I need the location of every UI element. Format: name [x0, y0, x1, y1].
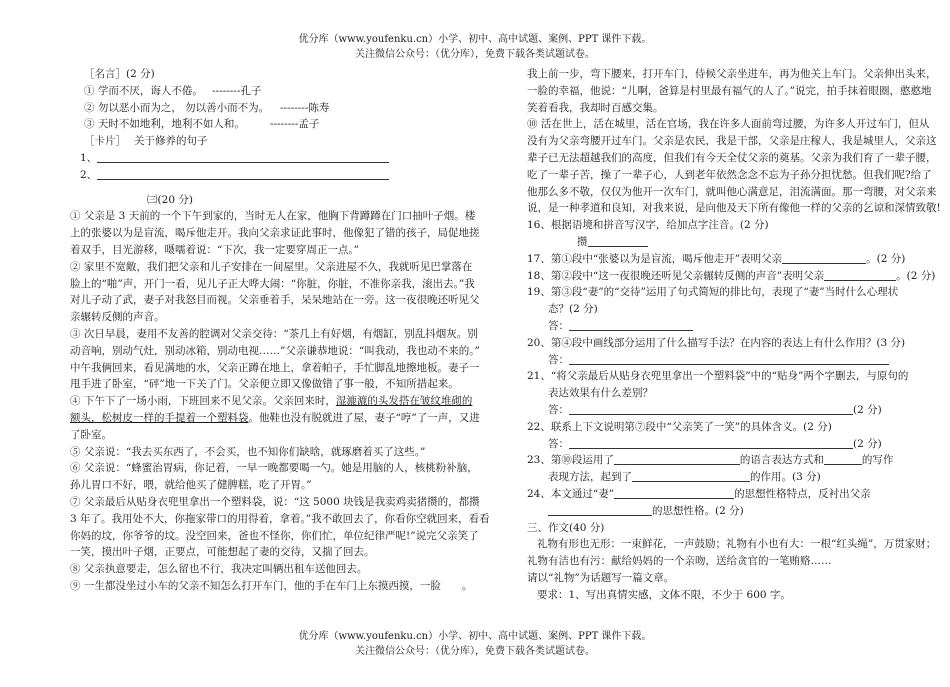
answer-label: 答： [548, 403, 569, 416]
right-column [527, 66, 941, 604]
passage-paragraph-10d: 吃了一辈子苦，操了一辈子心，人到老年依然念念不忘为子孙分担忧愁。但我们呢?给了 [527, 168, 932, 181]
page-header [0, 32, 950, 62]
answer-label: 答： [548, 437, 569, 450]
question-17-score: 。(2 分) [866, 252, 906, 265]
passage-paragraph-3a: ③ 次日早晨，妻用不友善的腔调对父亲交待：“茶几上有好烟，有烟缸，别乱抖烟灰。别 [70, 327, 478, 340]
underlined-description-2: 额头，松树皮一样的手提着一个塑料袋 [70, 411, 249, 424]
question-19-blank[interactable] [569, 318, 693, 331]
question-23-text-2: 的语言表达方式和 [739, 454, 824, 467]
question-23-text-5: 的作用。(3 分) [750, 471, 821, 484]
question-24-blank-2[interactable] [548, 503, 652, 516]
card-item-2-blank[interactable] [97, 167, 389, 180]
quote-2 [70, 100, 474, 117]
essay-prompt-2: 礼物有洁也有污：献给妈妈的一个亲吻，送给贪官的一笔贿赂…… [527, 555, 832, 568]
question-16-item [527, 234, 911, 251]
question-21-blank[interactable] [569, 402, 853, 415]
section-three-title: ㈢(20 分) [147, 193, 193, 206]
passage-paragraph-8: ⑧ 父亲执意要走，怎么留也不行，我决定叫辆出租车送他回去。 [70, 563, 368, 576]
underlined-description-1: 湿漉漉的头发搭在皱纹堆砌的 [335, 395, 473, 408]
passage-paragraph-1a: ① 父亲是 3 天前的一个下午到家的，当时无人在家，他胸下背蹲蹲在门口抽叶子烟。楼 [70, 210, 476, 223]
question-23b [527, 469, 911, 486]
footer-line-1: 优分库（www.youfenku.cn）小学、初中、高中试题、案例、PPT 课件下载。 [298, 631, 652, 642]
passage-paragraph-6b: 孙儿胃口不好，喂，就给他买了健脾糕，吃了开胃。” [70, 479, 312, 492]
question-18-text: 18、第②段中“这一夜很晚还听见父亲辗转反侧的声音”表明父亲 [527, 269, 825, 282]
question-16-char: 攒 [577, 235, 588, 248]
passage-paragraph-10a: ⑩ 活在世上，活在城里，活在官场，我在许多人面前弯过腰，为许多人开过车门，但从 [527, 118, 930, 131]
answer-label: 答： [548, 353, 569, 366]
quote-3 [70, 116, 474, 133]
question-24-text-1: 24、本文通过“妻” [527, 487, 615, 500]
passage-paragraph-7c: 你妈的坟，你爷爷的坟。没空回来，爸也不怪你，你们忙，单位纪律严呢!”说完父亲笑了 [70, 529, 479, 542]
quote-3-author: --------孟子 [270, 118, 320, 131]
answer-label: 答： [548, 319, 569, 332]
passage-paragraph-10c: 辈子已无法超越我们的高度，但我们有今天全仗父亲的奠基。父亲为我们育了一辈子腰， [527, 151, 937, 164]
passage-paragraph-2a: ② 家里不宽敞，我们把父亲和儿子安排在一间屋里。父亲进屋不久，我就听见巴掌落在 [70, 260, 473, 273]
passage-paragraph-1b: 上的张婆以为是盲流，喝斥他走开。我向父亲求证此事时，他像犯了错的孩子，局促地搓 [70, 227, 480, 240]
passage-paragraph-9 [70, 578, 474, 595]
passage-paragraph-7b: 3 年了。我用处不大，你拖家带口的用得着，拿着。”我不敢回去了，你看你空就回来，看看 [70, 512, 490, 525]
page-footer [0, 629, 950, 659]
question-20-blank[interactable] [569, 352, 889, 365]
question-16: 16、根据语境和拼音写汉字，给加点字注音。(2 分) [527, 219, 769, 232]
question-23-blank-3[interactable] [632, 469, 750, 482]
p4a-text: ④ 下午下了一场小雨，下班回来不见父亲。父亲回来时， [70, 395, 336, 408]
p4b-text: 。他鞋也没有脱就进了屋，妻子“哼”了一声，又进 [248, 411, 480, 424]
kapian-row [70, 133, 474, 150]
question-18-score: 。(2 分) [896, 269, 936, 282]
mingyan-title: ［名言］(2 分) [84, 68, 155, 80]
question-24-text-2: 的思想性格特点，反衬出父亲 [734, 487, 871, 500]
question-17-blank[interactable] [782, 251, 866, 264]
card-item-2-number: 2、 [80, 168, 98, 181]
passage-continued-3: 笑着看我，我却时百感交集。 [527, 101, 664, 114]
passage-paragraph-3d: 甩手进了卧室，“砰”地一下关了门。父亲便立即又像做错了事一般，不知所措起来。 [70, 378, 459, 391]
question-21-answer [527, 402, 911, 419]
essay-requirements: 要求：1、写出真情实感，文体不限，不少于 600 字。 [537, 588, 791, 601]
passage-paragraph-2c: 对儿子动了武，妻子对我怒目而视。父亲垂着手，呆呆地站在一旁。这一夜很晚还听见父 [70, 294, 480, 307]
essay-prompt-3: 请以“礼物”为话题写一篇文章。 [527, 571, 675, 584]
question-23-text-4: 表现方法，起到了 [548, 471, 632, 484]
passage-paragraph-4b [70, 410, 480, 427]
question-22-blank[interactable] [569, 436, 853, 449]
card-item-1-blank[interactable] [97, 150, 389, 163]
card-item-1-number: 1、 [80, 151, 98, 164]
passage-continued-1: 我上前一步，弯下腰来，打开车门，侍候父亲坐进车，再为他关上车门。父亲伸出头来， [527, 68, 937, 80]
question-23-blank-2[interactable] [824, 452, 862, 465]
passage-paragraph-10f: 说，是一种孝道和良知，对我来说，是向他及天下所有像他一样的父亲的乞谅和深情致敬! [527, 202, 941, 215]
question-23a [527, 452, 911, 469]
passage-paragraph-2b: 脸上的“啪”声，开门一看，见儿子正大哗大闹：“你脏，你脏，不准你亲我，滚出去。”我 [70, 277, 475, 290]
question-22-answer [527, 436, 911, 453]
quote-1 [70, 83, 474, 100]
passage-paragraph-3c: 中午我俩回来，看见满地的水，父亲正蹲在地上，拿着帕子，手忙脚乱地擦地板。妻子一 [70, 361, 480, 374]
passage-paragraph-1c: 着双手，目光游移，嗫嚅着说：“下次，我一定要穿周正一点。” [70, 243, 359, 256]
header-line-1: 优分库（www.youfenku.cn）小学、初中、高中试题、案例、PPT 课件下载。 [298, 34, 652, 45]
question-19-answer [527, 318, 911, 335]
p9-ending: 一脸 。 [419, 579, 473, 592]
passage-paragraph-5: ⑤ 父亲说：“我去买东西了，不会买，也不知你们缺啥，就琢磨着买了这些。” [70, 445, 426, 458]
question-23-text-3: 的写作 [861, 454, 894, 467]
question-18 [527, 268, 936, 285]
passage-paragraph-4a [70, 393, 474, 410]
question-21-score: (2 分) [853, 403, 882, 416]
passage-continued-2: 一脸的幸福，他说：“儿啊，爸算是村里最有福气的人了。”说完，拍手抹着眼圈，憨憨地 [527, 84, 932, 97]
question-24-text-3: 的思想性格。(2 分) [652, 504, 744, 517]
p9-text: ⑨ 一生都没坐过小车的父亲不知怎么打开车门，他的手在车门上东摸西摸， [70, 579, 420, 592]
passage-paragraph-3b: 动音响，别动气灶，别动冰箱，别动电视……”父亲谦恭地说：“叫我动，我也动不来的。” [70, 344, 480, 357]
passage-paragraph-2d: 亲辗转反侧的声音。 [70, 311, 165, 324]
essay-prompt-1: 礼物有形也无形：一束鲜花，一声鼓励；礼物有小也有大：一根“红头绳”，万贯家财； [537, 538, 937, 551]
passage-paragraph-10b: 没有为父亲弯腰开过车门。父亲是农民，我是干部，父亲是庄稼人，我是城里人，父亲这 [527, 135, 937, 148]
quote-3-text: ③ 天时不如地利，地利不如人和。 [84, 118, 245, 131]
left-column [70, 66, 490, 595]
question-19b: 态？(2 分) [548, 303, 598, 316]
passage-paragraph-7a: ⑦ 父亲最后从贴身衣兜里拿出一个塑料袋，说：“这 5000 块钱是我卖鸡卖猪攒的，都攒 [70, 495, 480, 508]
question-24-blank-1[interactable] [614, 486, 734, 499]
question-17 [527, 251, 911, 268]
kapian-topic: 关于修养的句子 [134, 135, 208, 148]
kapian-label: ［卡片］ [84, 135, 126, 148]
passage-paragraph-4c: 了卧室。 [70, 428, 112, 441]
quote-2-text: ② 勿以恶小而为之， 勿以善小而不为。 [84, 101, 270, 114]
question-24b [527, 503, 911, 520]
question-19a: 19、第③段“妻”的“交待”运用了句式简短的排比句，表现了“妻”当时什么心理状 [527, 286, 899, 299]
question-20: 20、第④段中画线部分运用了什么描写手法？在内容的表达上有什么作用？(3 分) [527, 336, 906, 349]
quote-1-author: --------孔子 [212, 84, 262, 97]
header-line-2: 关注微信公众号：（优分库），免费下载各类试题试卷。 [355, 49, 595, 60]
footer-line-2: 关注微信公众号：（优分库），免费下载各类试题试卷。 [355, 646, 595, 657]
question-16-blank[interactable] [588, 234, 648, 247]
question-21a: 21、“将父亲最后从贴身衣兜里拿出一个塑料袋”中的“贴身”两个字删去，与原句的 [527, 370, 909, 383]
question-21b: 表达效果有什么差别？ [548, 387, 653, 400]
essay-title: 三、作文(40 分) [527, 521, 605, 534]
passage-paragraph-7d: 一笑，摸出叶子烟，正要点，可能想起了妻的交待，又揣了回去。 [70, 546, 375, 559]
question-23-text-1: 23、第⑩段运用了 [527, 454, 614, 467]
question-23-blank-1[interactable] [614, 452, 740, 465]
question-18-blank[interactable] [824, 268, 896, 281]
passage-paragraph-6a: ⑥ 父亲说：“蜂蜜治胃病，你记着，一早一晚都要喝一勺。她是用脑的人，核桃粉补脑， [70, 462, 478, 475]
question-22-score: (2 分) [853, 437, 882, 450]
question-22: 22、联系上下文说明第⑦段中“父亲笑了一笑”的具体含义。(2 分) [527, 420, 832, 433]
card-item-1 [70, 150, 474, 167]
card-item-2 [70, 167, 474, 184]
question-17-text: 17、第①段中“张婆以为是盲流，喝斥他走开”表明父亲 [527, 252, 783, 265]
quote-1-text: ① 学而不厌，诲人不倦。 [84, 84, 203, 97]
question-24a [527, 486, 911, 503]
question-20-answer [527, 352, 911, 369]
quote-2-author: --------陈寿 [280, 101, 330, 114]
passage-paragraph-10e: 他那么多不敬，仅仅为他开一次车门，就叫他心满意足，泪流满面。那一弯腰，对父亲来 [527, 185, 937, 198]
